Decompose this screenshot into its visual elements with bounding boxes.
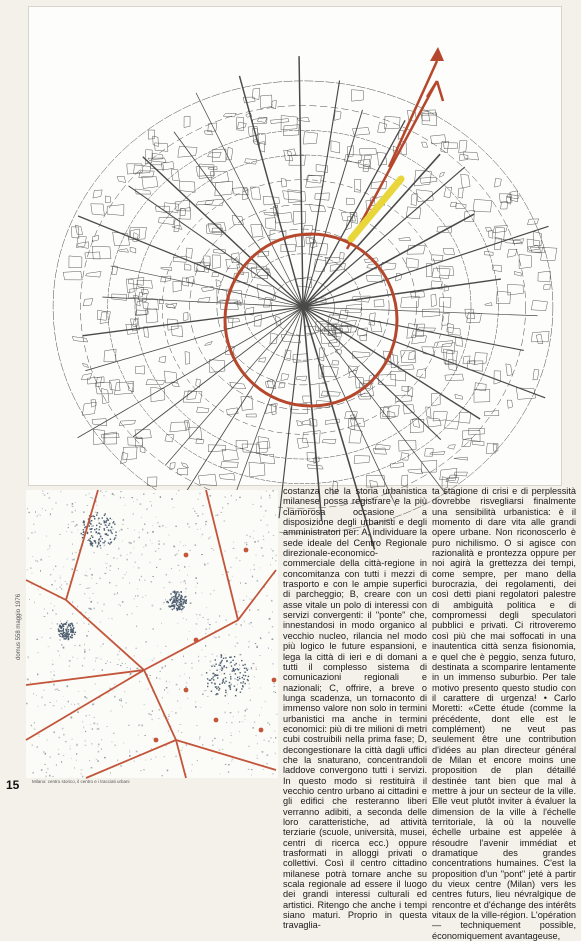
article-text-column-2: ta stagione di crisi e di perplessità dovrebbe risvegliarsi finalmente una sensibilità urbanistica: è il momento di dare vita alle grandi opere urbane. Non riconoscerlo è puro nichilismo. O si agisce con razionalità e prontezza oppure per noi agirà la grettezza dei tempi, come sempre, per mano della burocrazia, dei regolamenti, dei così detti piani regolatori palestre di ambiguità politica e di compromessi degli speculatori pubblici e privati. Ci ritroveremo così più che mai soffocati in una inautentica città senza fisionomia, e quel che è peggio, senza futuro, destinata a scomparire lentamente in un immenso suburbio. Per tale motivo presento questo studio con il carattere di urgenza! • Carlo Moretti: «Cette étude (comme la précédente, dont elle est le complément) ne veut pas seulement être une contribution d'idées au plan directeur général de Milan et encore moins une proposition de plan détaillé destinée tant bien que mal à mettre à jour un secteur de la ville. Elle veut plutôt inviter à évaluer la dimension de la ville à l'échelle territoriale, là où la nouvelle échelle urbaine est appelée à résoudre l'avenir immédiat et dramatique des grandes concentrations humaines. C'est la proposition d'un "pont" jeté à partir du vieux centre (Milan) vers les centres futurs, lieu névralgique de rencontre et d'échange des intérêts vitaux de la ville-région. L'opération — techniquement possible, économiquement avantageuse,: [432, 486, 576, 941]
regional-node: [214, 718, 219, 723]
regional-node: [194, 638, 199, 643]
city-street-map: [28, 6, 562, 486]
regional-map: [26, 490, 278, 778]
regional-node: [259, 728, 264, 733]
new-axis-bridge: [351, 179, 401, 239]
article-column-1: [283, 486, 427, 931]
regional-boundary-line: [66, 490, 98, 600]
regional-boundary-line: [144, 670, 186, 778]
street-network: [53, 56, 557, 549]
article-text-column-1: costanza che la storia urbanistica milanese possa registrare e la più clamorosa occasione a disposizione degli urbanisti e degli amministratori per: A, individuare la sede ideale del Centro Regionale direzionale-economico-commerciale della città-regione in concomitanza con tutti i mezzi di trasporto e con le ampie superfici di parcheggio; B, creare con un asse vitale un polo di interessi con servizi convergenti: il "ponte" che, innestandosi in modo organico al vecchio nucleo, rilancia nel modo più logico le future espansioni, e lega la città di ieri e di domani a tutti il complesso sistema di comunicazioni regionali e nazionali; C, offrire, a breve o lunga scadenza, un tornaconto di immenso valore non solo in termini urbanistici ma anche in termini economici: più di tre milioni di metri cubi costruibili nella prima fase; D, decongestionare la città dagli uffici che la snaturano, concentrandoli laddove convergono tutti i servizi. In questo modo si restituirà il vecchio centro urbano ai cittadini e gli edifici che resteranno liberi verranno adibiti, a seconda delle loro caratteristiche, ad attività terziarie (scuole, università, musei, centri di ricerca ecc.) oppure trasformati in alloggi privati o collettivi. Così il centro cittadino milanese potrà tornare anche su scala regionale ad essere il luogo dei grandi interessi culturali ed artistici. Ritengo che anche i tempi siano maturi. Proprio in questa travaglia-: [283, 486, 427, 931]
regional-territory-map-drawing: [26, 490, 278, 778]
regional-node: [244, 548, 249, 553]
figure-caption: Milano: centro storico, il centro e i tracciati urbani: [32, 779, 130, 784]
regional-boundary-line: [26, 670, 144, 740]
regional-node: [272, 678, 277, 683]
regional-boundary-line: [86, 740, 176, 778]
regional-boundary-line: [176, 740, 276, 770]
regional-boundary-line: [26, 570, 276, 685]
arrow-head: [430, 47, 444, 61]
regional-node: [184, 553, 189, 558]
milan-street-map-drawing: [29, 7, 561, 485]
regional-boundary-line: [206, 490, 238, 620]
settlement-dots: [26, 490, 277, 777]
arrow-shaft: [389, 61, 437, 167]
regional-node: [154, 738, 159, 743]
article-column-2: [432, 486, 576, 941]
page-number: 15: [6, 778, 20, 792]
regional-node: [184, 688, 189, 693]
running-head: domus 558 maggio 1976: [16, 593, 22, 660]
